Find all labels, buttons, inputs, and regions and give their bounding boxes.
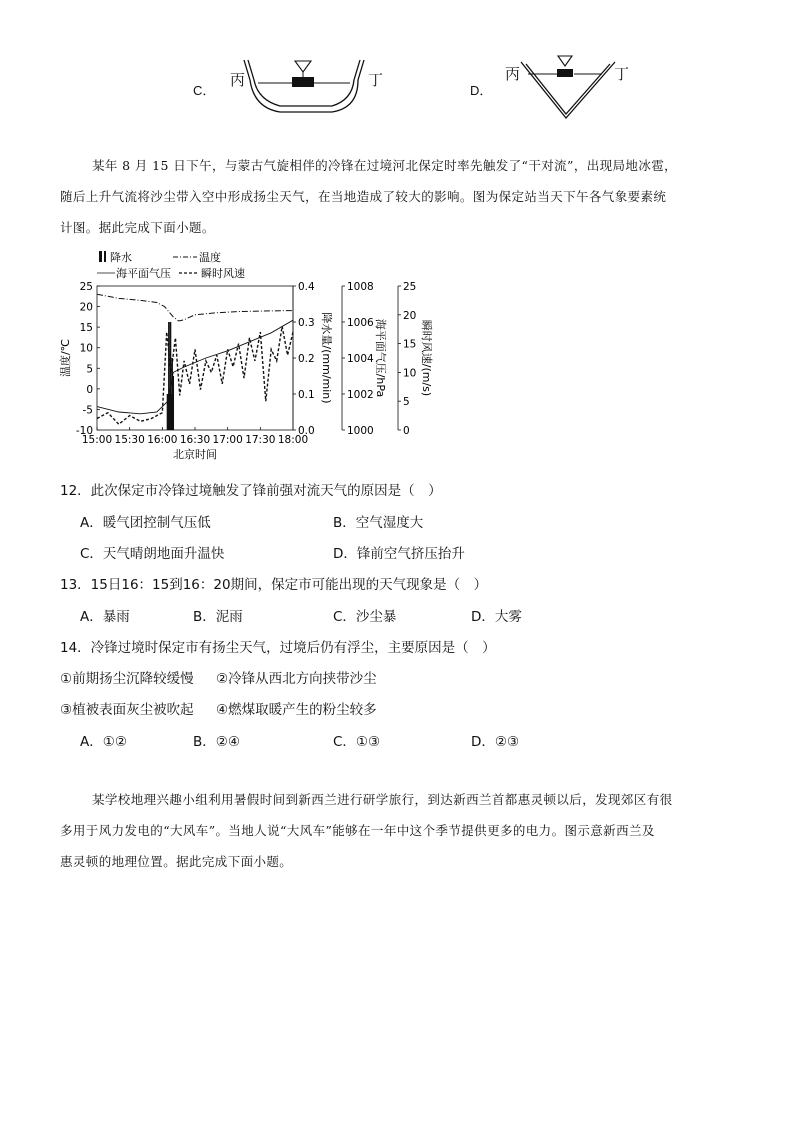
question-12-stem: 12．此次保定市冷锋过境触发了锋前强对流天气的原因是（ ）	[60, 483, 442, 499]
x-tick-label: 16:00	[147, 434, 178, 446]
option-c-label: C．	[193, 83, 216, 98]
passage-1-line-3: 计图。据此完成下面小题。	[60, 220, 215, 235]
q14-option-c[interactable]: C．①③	[333, 734, 381, 750]
legend-precip-label: 降水	[110, 251, 132, 264]
passage-2-line-1: 某学校地理兴趣小组利用暑假时间到新西兰进行研学旅行，到达新西兰首都惠灵顿以后，发现郊区有很	[92, 792, 673, 807]
q14-item-2: ②冷锋从西北方向挟带沙尘	[216, 671, 377, 687]
passage-1-line-1: 某年 8 月 15 日下午，与蒙古气旋相伴的冷锋在过境河北保定时率先触发了“干对流”，出现局地冰雹，	[92, 158, 678, 173]
precipitation-bar	[170, 322, 172, 430]
plot-frame	[97, 286, 293, 430]
weather-chart	[55, 246, 433, 466]
wind-tick-label: 0	[403, 425, 410, 437]
pressure-tick-label: 1004	[347, 353, 374, 365]
temp-tick-label: 15	[79, 322, 93, 335]
pressure-tick-label: 1006	[347, 317, 374, 329]
figure-d-right-label: 丁	[614, 65, 630, 83]
precipitation-tick-label: 0.1	[298, 389, 315, 401]
wind-tick-label: 20	[403, 309, 417, 322]
figure-c-channel-diagram	[240, 56, 370, 122]
q14-option-b[interactable]: B．②④	[193, 734, 240, 750]
wind-tick-label: 15	[403, 338, 417, 351]
x-tick-label: 17:00	[212, 434, 243, 446]
precipitation-tick-label: 0.3	[298, 317, 315, 329]
temp-tick-label: 0	[86, 383, 93, 396]
passage-2-line-3: 惠灵顿的地理位置。据此完成下面小题。	[60, 854, 293, 869]
x-tick-label: 17:30	[245, 434, 276, 446]
q12-option-a[interactable]: A．暖气团控制气压低	[80, 515, 211, 531]
precipitation-axis-label: 降水量/(mm/min)	[320, 312, 333, 404]
x-tick-label: 16:30	[179, 434, 211, 446]
pressure-tick-label: 1008	[347, 281, 374, 293]
temperature-series	[97, 294, 293, 321]
question-13-stem: 13．15日16：15到16：20期间，保定市可能出现的天气现象是（ ）	[60, 577, 488, 593]
passage-2-line-2: 多用于风力发电的“大风车”。当地人说“大风车”能够在一年中这个季节提供更多的电力。图示意新西兰及	[60, 823, 655, 838]
q14-option-a[interactable]: A．①②	[80, 734, 127, 750]
legend-wind-label: 瞬时风速	[201, 267, 245, 280]
temp-tick-label: 5	[86, 363, 93, 376]
pressure-tick-label: 1000	[347, 425, 374, 437]
chart-legend	[97, 250, 245, 280]
q13-option-a[interactable]: A．暴雨	[80, 609, 130, 625]
precipitation-tick-label: 0.2	[298, 353, 315, 365]
q12-option-d[interactable]: D．锋前空气挤压抬升	[333, 546, 465, 562]
legend-temp-label: 温度	[199, 251, 221, 264]
q14-option-d[interactable]: D．②③	[471, 734, 520, 750]
passage-1-line-2: 随后上升气流将沙尘带入空中形成扬尘天气，在当地造成了较大的影响。图为保定站当天下午各气象要素统	[60, 189, 667, 204]
x-tick-label: 15:30	[114, 434, 145, 446]
q14-item-3: ③植被表面灰尘被吹起	[60, 702, 194, 718]
precipitation-tick-label: 0.4	[298, 281, 315, 293]
temp-tick-label: 25	[79, 281, 93, 293]
q14-item-1: ①前期扬尘沉降较缓慢	[60, 671, 194, 687]
figure-c-left-label: 丙	[230, 71, 246, 89]
wind-tick-label: 10	[403, 367, 417, 380]
precipitation-bar	[172, 376, 174, 430]
temp-axis-label: 温度/℃	[59, 338, 72, 378]
wind-series	[97, 326, 293, 424]
pressure-axis-label: 海平面气压/hPa	[374, 318, 387, 398]
temp-tick-label: 10	[79, 342, 93, 355]
passage-2	[60, 790, 740, 872]
wind-tick-label: 5	[403, 396, 410, 409]
pressure-tick-label: 1002	[347, 389, 374, 401]
q12-option-c[interactable]: C．天气晴朗地面升温快	[80, 546, 225, 562]
figure-d-left-label: 丙	[505, 65, 521, 83]
temp-tick-label: -10	[75, 425, 93, 437]
wind-tick-label: 25	[403, 281, 417, 293]
q13-option-b[interactable]: B．泥雨	[193, 609, 243, 625]
passage-1	[60, 156, 740, 238]
legend-precip-swatch	[99, 251, 102, 262]
x-axis-label: 北京时间	[173, 448, 217, 461]
q13-option-c[interactable]: C．沙尘暴	[333, 609, 397, 625]
x-tick-label: 18:00	[277, 434, 309, 446]
x-tick-label: 15:00	[81, 434, 113, 446]
question-14-stem: 14．冷锋过境时保定市有扬尘天气，过境后仍有浮尘，主要原因是（ ）	[60, 640, 496, 656]
q12-option-b[interactable]: B．空气湿度大	[333, 515, 424, 531]
q14-item-4: ④燃煤取暖产生的粉尘较多	[216, 702, 377, 718]
legend-pressure-label: 海平面气压	[116, 267, 171, 280]
figure-c-right-label: 丁	[368, 71, 384, 89]
precipitation-tick-label: 0.0	[298, 425, 315, 437]
option-d-label: D．	[470, 83, 493, 98]
precipitation-bar	[168, 322, 170, 430]
figure-d-channel-diagram	[518, 54, 618, 120]
temp-tick-label: -5	[82, 404, 93, 417]
q13-option-d[interactable]: D．大雾	[471, 609, 522, 625]
temp-tick-label: 20	[79, 301, 93, 314]
wind-axis-label: 瞬时风速/(m/s)	[420, 319, 433, 397]
